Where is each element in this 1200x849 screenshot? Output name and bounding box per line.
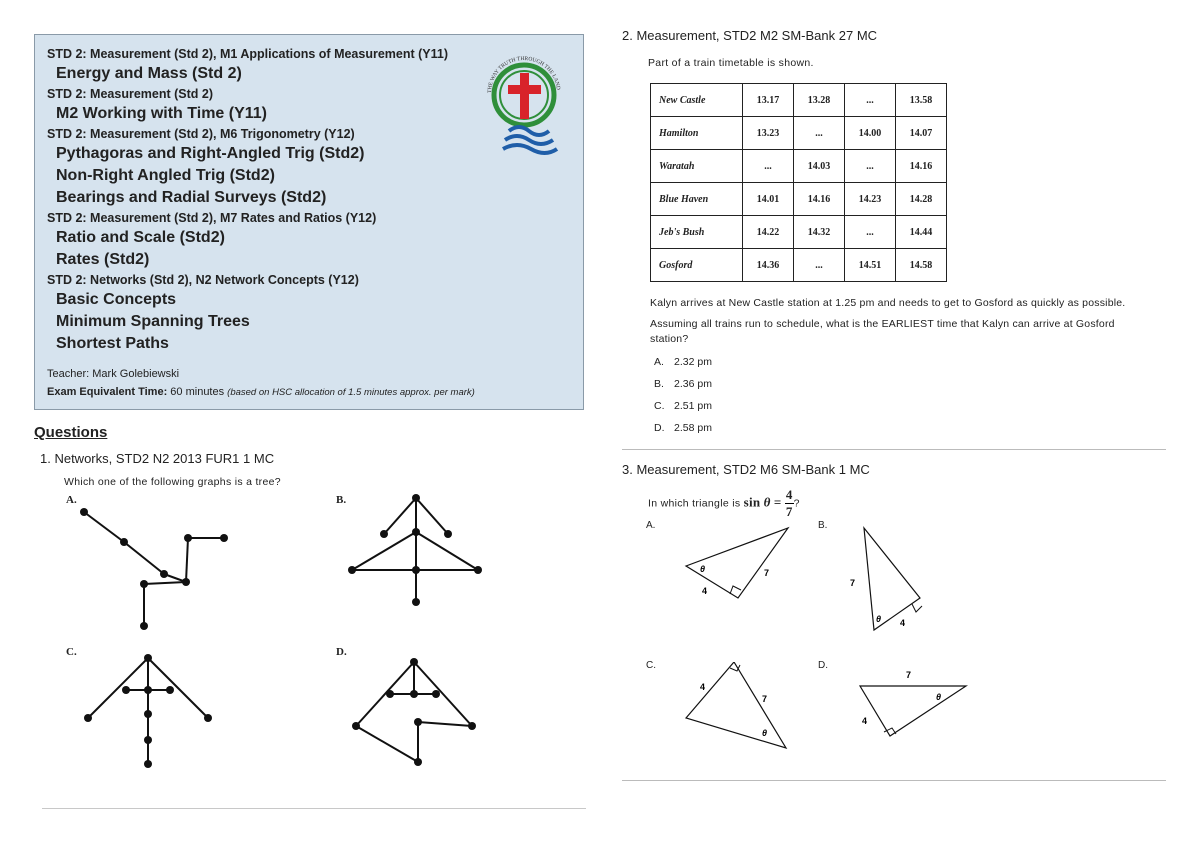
right-divider-2: [622, 780, 1166, 781]
tri-c-seven: 7: [762, 694, 768, 704]
station-name: Waratah: [651, 150, 743, 183]
departure-time: 14.16: [794, 183, 845, 216]
q2-option: [654, 373, 1166, 395]
q3-text: [648, 487, 1166, 520]
logo-text: THE WAY TRUTH THROUGH THE LAND: [486, 55, 561, 94]
right-divider-1: [622, 449, 1166, 450]
departure-time: ...: [794, 249, 845, 282]
departure-time: 13.58: [896, 84, 947, 117]
teacher-name: Mark Golebiewski: [92, 368, 180, 380]
q2-para2: Assuming all trains run to schedule, what is the EARLIEST time that Kalyn can arrive at Gosford station?: [650, 318, 1115, 345]
departure-time: 14.22: [743, 216, 794, 249]
departure-time: 14.36: [743, 249, 794, 282]
q2-option: [654, 417, 1166, 439]
departure-time: ...: [845, 216, 896, 249]
graph-a: [74, 502, 244, 632]
station-name: Gosford: [651, 249, 743, 282]
timetable-row: [651, 84, 947, 117]
topic-item: Bearings and Radial Surveys (Std2): [56, 189, 327, 206]
q2-para1: Kalyn arrives at New Castle station at 1.25 pm and needs to get to Gosford as quickly as possible.: [650, 297, 1126, 309]
left-divider: [42, 808, 586, 809]
departure-time: 14.32: [794, 216, 845, 249]
topic-item: Pythagoras and Right-Angled Trig (Std2): [56, 145, 365, 162]
departure-time: 14.58: [896, 249, 947, 282]
triangle-a: [680, 524, 795, 604]
topic-header-box: [34, 34, 584, 410]
graph-c: [78, 654, 218, 774]
topic-item: Shortest Paths: [56, 335, 169, 352]
topic-item: Rates (Std2): [56, 251, 150, 268]
tri-c-theta: θ: [762, 728, 768, 738]
left-column: [34, 34, 586, 788]
topic-item: M2 Working with Time (Y11): [56, 105, 267, 122]
departure-time: 14.44: [896, 216, 947, 249]
timetable-row: [651, 117, 947, 150]
timetable-row: [651, 216, 947, 249]
tri-d-theta: θ: [936, 692, 942, 702]
q3-text-post: ?: [793, 497, 800, 510]
school-logo: [479, 43, 569, 161]
triangle-b: [842, 526, 932, 636]
departure-time: 14.00: [845, 117, 896, 150]
departure-time: 14.01: [743, 183, 794, 216]
graph-d: [350, 658, 480, 778]
option-text: 2.32 pm: [674, 356, 712, 368]
station-name: Jeb's Bush: [651, 216, 743, 249]
departure-time: ...: [743, 150, 794, 183]
q2-title: 2. Measurement, STD2 M2 SM-Bank 27 MC: [622, 28, 878, 43]
departure-time: ...: [845, 84, 896, 117]
tri-d-seven: 7: [906, 670, 912, 680]
exam-value: 60 minutes: [170, 386, 225, 398]
topic-item: Ratio and Scale (Std2): [56, 229, 225, 246]
q3-math-theta: θ: [763, 494, 771, 510]
option-letter: C.: [654, 400, 665, 412]
strand-heading: STD 2: Measurement (Std 2), M7 Rates and Ratios (Y12): [47, 211, 377, 225]
q1-label-c: C.: [66, 646, 77, 658]
option-letter: B.: [654, 378, 664, 390]
q1-text: Which one of the following graphs is a tree?: [64, 476, 281, 488]
q2-options: [622, 351, 1166, 439]
exam-note: (based on HSC allocation of 1.5 minutes approx. per mark): [227, 387, 475, 398]
train-timetable: [650, 83, 947, 282]
exam-label: Exam Equivalent Time:: [47, 386, 168, 398]
q3-label-b: B.: [818, 520, 828, 531]
q3-text-pre: In which triangle is: [648, 497, 741, 510]
strand-heading: STD 2: Measurement (Std 2), M1 Applications of Measurement (Y11): [47, 47, 449, 61]
departure-time: 14.51: [845, 249, 896, 282]
departure-time: 14.07: [896, 117, 947, 150]
q3-math-sin: sin: [743, 494, 761, 510]
tri-b-four: 4: [900, 618, 906, 628]
q2-text: Part of a train timetable is shown.: [648, 57, 814, 69]
q3-frac-num: 4: [785, 487, 793, 502]
q3-frac-den: 7: [785, 504, 793, 519]
departure-time: ...: [845, 150, 896, 183]
tri-b-theta: θ: [876, 614, 882, 624]
departure-time: 14.28: [896, 183, 947, 216]
option-letter: A.: [654, 356, 664, 368]
q3-label-d: D.: [818, 660, 828, 671]
questions-heading: Questions: [34, 424, 108, 441]
option-text: 2.51 pm: [674, 400, 712, 412]
departure-time: ...: [794, 117, 845, 150]
q2-option: [654, 351, 1166, 373]
tri-a-seven: 7: [764, 568, 770, 578]
station-name: Hamilton: [651, 117, 743, 150]
triangle-d: [854, 662, 974, 742]
tri-a-four: 4: [702, 586, 708, 596]
tri-a-theta: θ: [700, 564, 706, 574]
departure-time: 13.23: [743, 117, 794, 150]
tri-c-four: 4: [700, 682, 706, 692]
q3-label-c: C.: [646, 660, 656, 671]
q3-fraction: [785, 487, 794, 520]
strand-heading: STD 2: Measurement (Std 2), M6 Trigonometry (Y12): [47, 127, 355, 141]
exam-time-line: [47, 383, 571, 402]
strand-heading: STD 2: Measurement (Std 2): [47, 87, 214, 101]
q3-label-a: A.: [646, 520, 656, 531]
timetable-row: [651, 183, 947, 216]
station-name: New Castle: [651, 84, 743, 117]
strand-heading: STD 2: Networks (Std 2), N2 Network Concepts (Y12): [47, 273, 359, 287]
q1-graphs: [34, 488, 586, 788]
timetable-row: [651, 150, 947, 183]
option-text: 2.36 pm: [674, 378, 712, 390]
q1-label-a: A.: [66, 494, 77, 506]
q1-label-b: B.: [336, 494, 347, 506]
departure-time: 14.23: [845, 183, 896, 216]
q3-section: [622, 462, 1166, 760]
q3-math-eq: =: [773, 494, 782, 510]
station-name: Blue Haven: [651, 183, 743, 216]
triangle-c: [682, 662, 792, 752]
q3-title: 3. Measurement, STD2 M6 SM-Bank 1 MC: [622, 462, 870, 477]
option-letter: D.: [654, 422, 665, 434]
graph-b: [346, 494, 486, 614]
timetable-row: [651, 249, 947, 282]
tri-d-four: 4: [862, 716, 868, 726]
q1-label-d: D.: [336, 646, 347, 658]
q3-triangles: [622, 520, 1166, 760]
topic-item: Basic Concepts: [56, 291, 177, 308]
teacher-line: [47, 365, 571, 383]
teacher-label: Teacher:: [47, 368, 90, 380]
topic-item: Minimum Spanning Trees: [56, 313, 250, 330]
option-text: 2.58 pm: [674, 422, 712, 434]
q2-option: [654, 395, 1166, 417]
tri-b-seven: 7: [850, 578, 856, 588]
q1-title: 1. Networks, STD2 N2 2013 FUR1 1 MC: [40, 451, 275, 466]
topic-item: Energy and Mass (Std 2): [56, 65, 242, 82]
departure-time: 13.17: [743, 84, 794, 117]
right-column: [622, 28, 1166, 439]
departure-time: 14.16: [896, 150, 947, 183]
departure-time: 14.03: [794, 150, 845, 183]
departure-time: 13.28: [794, 84, 845, 117]
topic-item: Non-Right Angled Trig (Std2): [56, 167, 275, 184]
